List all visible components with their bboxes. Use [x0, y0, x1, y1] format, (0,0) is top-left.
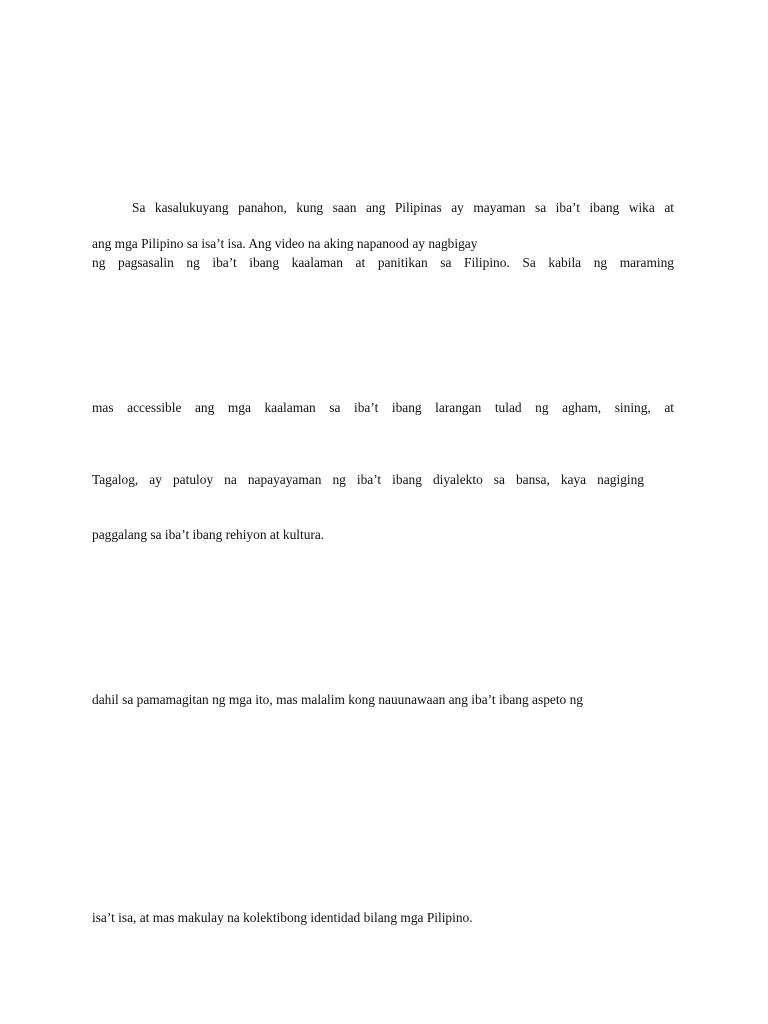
paragraph-line-2: ang mga Pilipino sa isa’t isa. Ang video na aking napanood ay nagbigay: [92, 236, 478, 251]
paragraph-line-4: mas accessible ang mga kaalaman sa iba’t ibang larangan tulad ng agham, sining, at: [92, 400, 674, 415]
paragraph-line-5: Tagalog, ay patuloy na napayayaman ng iba’t ibang diyalekto sa bansa, kaya nagiging: [92, 472, 644, 487]
paragraph-line-3: ng pagsasalin ng iba’t ibang kaalaman at panitikan sa Filipino. Sa kabila ng maraming: [92, 255, 674, 270]
paragraph-line-8: isa’t isa, at mas makulay na kolektibong identidad bilang mga Pilipino.: [92, 910, 473, 925]
paragraph-line-6: paggalang sa iba’t ibang rehiyon at kultura.: [92, 527, 325, 542]
paragraph-line-7: dahil sa pamamagitan ng mga ito, mas malalim kong nauunawaan ang iba’t ibang aspeto ng: [92, 692, 583, 707]
paragraph-line-1: Sa kasalukuyang panahon, kung saan ang Pilipinas ay mayaman sa iba’t ibang wika at: [132, 200, 674, 215]
